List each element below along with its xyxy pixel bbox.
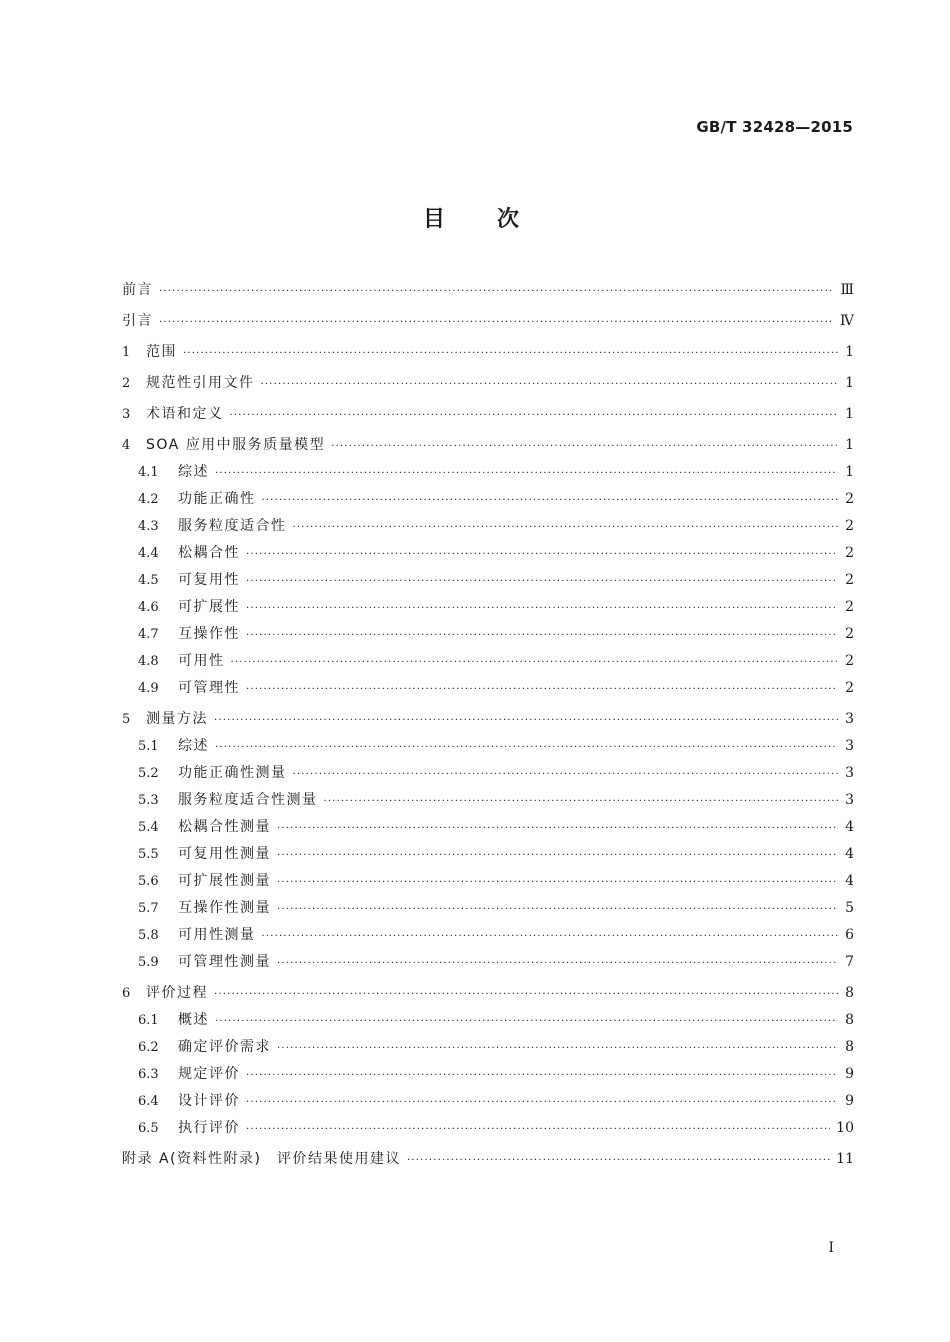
- toc-entry-number: 5.7: [138, 901, 159, 916]
- toc-entry[interactable]: [122, 925, 854, 947]
- dot-leader: [277, 1039, 838, 1059]
- toc-entry-label: 服务粒度适合性测量: [178, 792, 318, 808]
- dot-leader: [214, 985, 838, 1005]
- toc-entry-label: 可扩展性: [178, 599, 240, 615]
- toc-entry-number: 5.2: [138, 766, 159, 781]
- toc-entry[interactable]: [122, 1064, 854, 1086]
- toc-entry-page: 4: [845, 873, 854, 889]
- dot-leader: [246, 1120, 830, 1140]
- toc-entry[interactable]: [122, 1091, 854, 1113]
- toc-entry[interactable]: [122, 1149, 854, 1171]
- dot-leader: [230, 406, 839, 426]
- toc-entry-label: 可管理性: [178, 680, 240, 696]
- toc-entry-number: 6.4: [138, 1094, 159, 1109]
- toc-entry[interactable]: [122, 898, 854, 920]
- toc-entry-page: 2: [845, 572, 854, 588]
- toc-entry-number: 4.7: [138, 627, 159, 642]
- dot-leader: [246, 626, 838, 646]
- dot-leader: [331, 437, 838, 457]
- dot-leader: [246, 599, 838, 619]
- toc-entry-label: 确定评价需求: [178, 1039, 271, 1055]
- toc-entry[interactable]: [122, 570, 854, 592]
- dot-leader: [277, 954, 838, 974]
- toc-entry-number: 5.4: [138, 820, 159, 835]
- toc-entry[interactable]: [122, 516, 854, 538]
- toc-entry-label: SOA 应用中服务质量模型: [146, 437, 326, 453]
- toc-entry-page: 8: [845, 985, 854, 1001]
- toc-entry-number: 5.9: [138, 955, 159, 970]
- toc-entry-page: 1: [845, 437, 854, 453]
- toc-entry-label: 概述: [178, 1012, 209, 1028]
- toc-entry-page: 10: [836, 1120, 854, 1136]
- dot-leader: [215, 464, 838, 484]
- toc-entry-number: 6.2: [138, 1040, 159, 1055]
- toc-entry-label: 评价过程: [146, 985, 208, 1001]
- toc-entry-number: 5.6: [138, 874, 159, 889]
- toc-entry-label: 前言: [122, 282, 153, 298]
- toc-entry[interactable]: [122, 1037, 854, 1059]
- toc-entry-page: 9: [845, 1066, 854, 1082]
- toc-entry-page: 8: [845, 1012, 854, 1028]
- toc-entry-page: 9: [845, 1093, 854, 1109]
- toc-entry[interactable]: [122, 651, 854, 673]
- toc-entry[interactable]: [122, 624, 854, 646]
- toc-entry-number: 4.4: [138, 546, 159, 561]
- toc-entry-page: Ⅳ: [840, 313, 854, 329]
- dot-leader: [231, 653, 839, 673]
- toc-entry-label: 可管理性测量: [178, 954, 271, 970]
- dot-leader: [215, 738, 838, 758]
- page-title: 目次: [422, 207, 571, 232]
- toc-entry-page: 2: [845, 599, 854, 615]
- dot-leader: [293, 518, 839, 538]
- toc-entry-number: 3: [122, 407, 131, 422]
- toc-entry-page: 7: [845, 954, 854, 970]
- toc-entry-number: 4.2: [138, 492, 159, 507]
- toc-entry-label: 互操作性测量: [178, 900, 271, 916]
- dot-leader: [277, 873, 838, 893]
- toc-entry[interactable]: [122, 736, 854, 758]
- toc-entry-label: 功能正确性: [178, 491, 256, 507]
- toc-entry-number: 2: [122, 376, 131, 391]
- toc-entry-label: 可复用性: [178, 572, 240, 588]
- toc-entry-label: 服务粒度适合性: [178, 518, 287, 534]
- toc-entry[interactable]: [122, 404, 854, 426]
- dot-leader: [277, 846, 838, 866]
- toc-entry-number: 4.3: [138, 519, 159, 534]
- toc-entry-number: 4.9: [138, 681, 159, 696]
- toc-entry-number: 6: [122, 986, 131, 1001]
- table-of-contents: [122, 280, 854, 1171]
- toc-entry-label: 引言: [122, 313, 153, 329]
- toc-entry[interactable]: [122, 763, 854, 785]
- toc-entry-number: 5.5: [138, 847, 159, 862]
- dot-leader: [246, 680, 838, 700]
- toc-entry-number: 5.3: [138, 793, 159, 808]
- dot-leader: [159, 282, 834, 302]
- page-number: I: [828, 1240, 834, 1256]
- toc-entry[interactable]: [122, 311, 854, 333]
- toc-entry-number: 5.1: [138, 739, 159, 754]
- toc-entry-label: 执行评价: [178, 1120, 240, 1136]
- toc-entry[interactable]: [122, 678, 854, 700]
- toc-entry[interactable]: [122, 280, 854, 302]
- toc-entry[interactable]: [122, 597, 854, 619]
- dot-leader: [214, 711, 838, 731]
- toc-entry[interactable]: [122, 435, 854, 457]
- toc-entry-number: 4.1: [138, 465, 159, 480]
- toc-entry-label: 综述: [178, 464, 209, 480]
- dot-leader: [215, 1012, 838, 1032]
- toc-entry-page: 3: [845, 738, 854, 754]
- toc-entry-label: 附录 A(资料性附录) 评价结果使用建议: [122, 1151, 401, 1167]
- toc-entry-page: 2: [845, 545, 854, 561]
- toc-entry-page: 2: [845, 518, 854, 534]
- toc-entry-number: 6.5: [138, 1121, 159, 1136]
- toc-entry-label: 综述: [178, 738, 209, 754]
- toc-entry-page: 4: [845, 846, 854, 862]
- dot-leader: [246, 1093, 838, 1113]
- toc-entry[interactable]: [122, 1010, 854, 1032]
- toc-entry-number: 4: [122, 438, 131, 453]
- dot-leader: [324, 792, 839, 812]
- dot-leader: [246, 1066, 838, 1086]
- toc-entry[interactable]: [122, 462, 854, 484]
- document-code: GB/T 32428—2015: [696, 118, 853, 136]
- dot-leader: [277, 819, 838, 839]
- toc-entry[interactable]: [122, 373, 854, 395]
- toc-entry-label: 可用性测量: [178, 927, 256, 943]
- dot-leader: [183, 344, 838, 364]
- toc-entry[interactable]: [122, 1118, 854, 1140]
- toc-entry-label: 术语和定义: [146, 406, 224, 422]
- toc-entry-number: 5.8: [138, 928, 159, 943]
- toc-entry[interactable]: [122, 871, 854, 893]
- dot-leader: [246, 545, 838, 565]
- toc-entry-label: 设计评价: [178, 1093, 240, 1109]
- toc-entry-page: 2: [845, 626, 854, 642]
- toc-entry-label: 测量方法: [146, 711, 208, 727]
- toc-entry[interactable]: [122, 342, 854, 364]
- toc-entry-page: 4: [845, 819, 854, 835]
- toc-entry[interactable]: [122, 790, 854, 812]
- toc-entry-page: 1: [845, 464, 854, 480]
- toc-entry-label: 松耦合性: [178, 545, 240, 561]
- toc-entry-label: 互操作性: [178, 626, 240, 642]
- toc-entry-number: 6.1: [138, 1013, 159, 1028]
- toc-entry[interactable]: [122, 952, 854, 974]
- toc-entry-label: 范围: [146, 344, 177, 360]
- toc-entry-label: 可扩展性测量: [178, 873, 271, 889]
- toc-entry-page: 2: [845, 653, 854, 669]
- dot-leader: [407, 1151, 830, 1171]
- toc-entry[interactable]: [122, 709, 854, 731]
- dot-leader: [262, 927, 839, 947]
- toc-entry-page: 1: [845, 406, 854, 422]
- dot-leader: [277, 900, 838, 920]
- toc-entry-number: 5: [122, 712, 131, 727]
- toc-entry-number: 4.8: [138, 654, 159, 669]
- toc-entry[interactable]: [122, 844, 854, 866]
- toc-entry-page: Ⅲ: [840, 282, 854, 298]
- toc-entry-number: 1: [122, 345, 131, 360]
- toc-entry-page: 3: [845, 792, 854, 808]
- dot-leader: [293, 765, 839, 785]
- toc-entry-number: 6.3: [138, 1067, 159, 1082]
- toc-entry-label: 可复用性测量: [178, 846, 271, 862]
- dot-leader: [159, 313, 834, 333]
- toc-entry[interactable]: [122, 489, 854, 511]
- dot-leader: [246, 572, 838, 592]
- toc-entry[interactable]: [122, 983, 854, 1005]
- toc-entry-number: 4.5: [138, 573, 159, 588]
- toc-entry-label: 可用性: [178, 653, 225, 669]
- toc-entry-page: 2: [845, 680, 854, 696]
- toc-entry-page: 2: [845, 491, 854, 507]
- toc-entry[interactable]: [122, 817, 854, 839]
- toc-entry-page: 5: [845, 900, 854, 916]
- toc-entry-label: 松耦合性测量: [178, 819, 271, 835]
- toc-entry-number: 4.6: [138, 600, 159, 615]
- toc-entry-page: 6: [845, 927, 854, 943]
- toc-entry-page: 1: [845, 344, 854, 360]
- dot-leader: [262, 491, 839, 511]
- toc-entry-page: 11: [836, 1151, 854, 1167]
- toc-entry-page: 3: [845, 711, 854, 727]
- toc-entry-label: 规定评价: [178, 1066, 240, 1082]
- toc-entry-page: 1: [845, 375, 854, 391]
- toc-entry-label: 功能正确性测量: [178, 765, 287, 781]
- toc-entry-page: 3: [845, 765, 854, 781]
- toc-entry[interactable]: [122, 543, 854, 565]
- dot-leader: [261, 375, 839, 395]
- toc-entry-label: 规范性引用文件: [146, 375, 255, 391]
- toc-entry-page: 8: [845, 1039, 854, 1055]
